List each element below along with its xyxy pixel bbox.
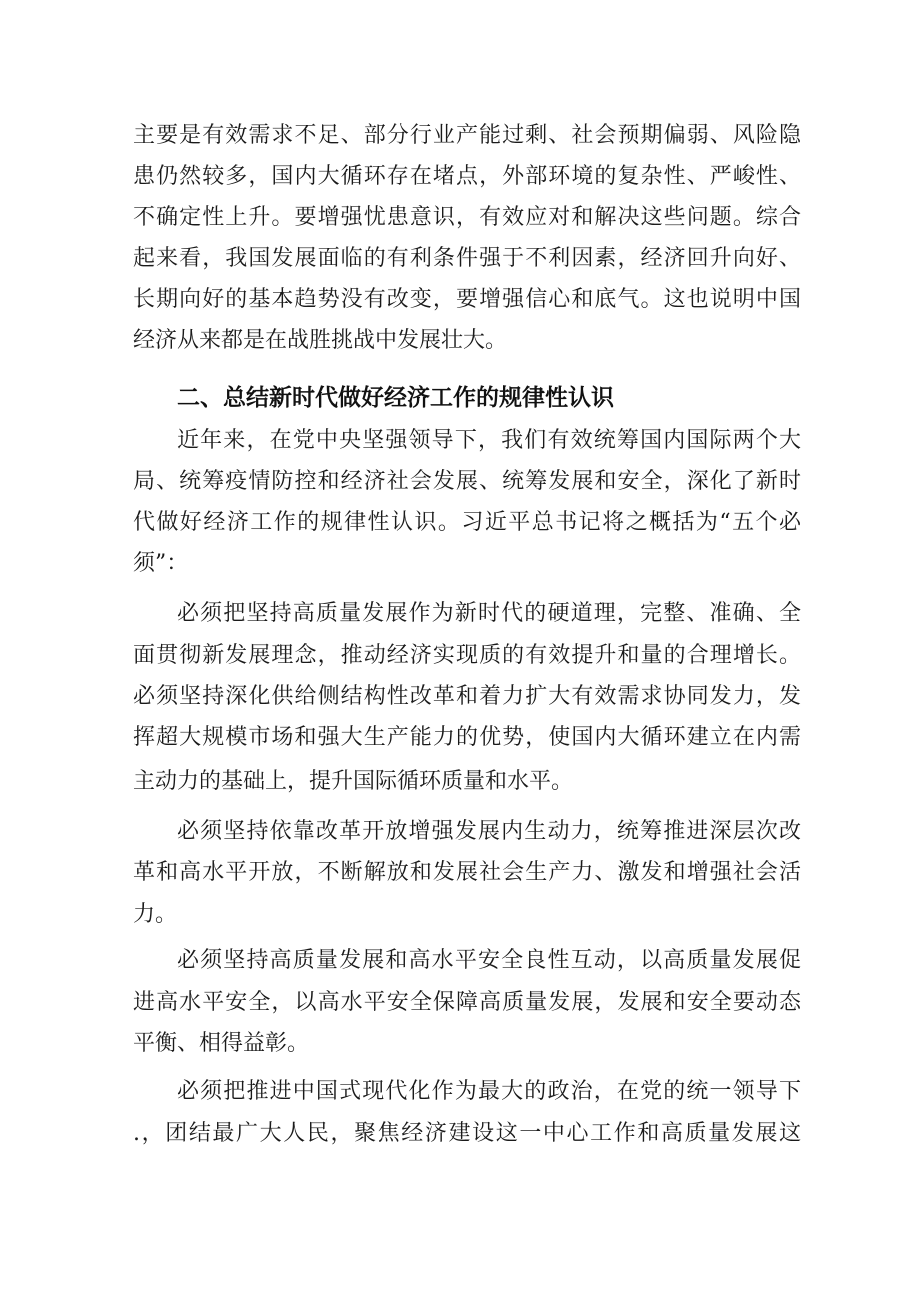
paragraph-line: 长期向好的基本趋势没有改变，要增强信心和底气。这也说明中国 <box>133 287 801 312</box>
paragraph-line: 进高水平安全，以高水平安全保障高质量发展，发展和安全要动态 <box>133 990 801 1015</box>
paragraph-line: 面贯彻新发展理念，推动经济实现质的有效提升和量的合理增长。 <box>133 643 801 668</box>
paragraph-line: 患仍然较多，国内大循环存在堵点，外部环境的复杂性、严峻性、 <box>133 164 801 189</box>
paragraph-line: 起来看，我国发展面临的有利条件强于不利因素，经济回升向好、 <box>133 246 801 271</box>
paragraph-line: 须”： <box>133 551 189 576</box>
paragraph-line: 挥超大规模市场和强大生产能力的优势，使国内大循环建立在内需 <box>133 725 801 750</box>
paragraph-line: 近年来，在党中央坚强领导下，我们有效统筹国内国际两个大 <box>177 428 801 453</box>
paragraph-line: 力。 <box>133 902 178 927</box>
paragraph-line: 局、统筹疫情防控和经济社会发展、统筹发展和安全，深化了新时 <box>133 469 801 494</box>
paragraph-line: 主动力的基础上，提升国际循环质量和水平。 <box>133 769 574 794</box>
paragraph-line: 必须坚持依靠改革开放增强发展内生动力，统筹推进深层次改 <box>177 819 801 844</box>
paragraph-line: 必须坚持高质量发展和高水平安全良性互动，以高质量发展促 <box>177 948 801 973</box>
paragraph-line: 主要是有效需求不足、部分行业产能过剩、社会预期偏弱、风险隐 <box>133 123 801 148</box>
paragraph-line: 经济从来都是在战胜挑战中发展壮大。 <box>133 328 508 353</box>
paragraph-line: 不确定性上升。要增强忧患意识，有效应对和解决这些问题。综合 <box>133 205 801 230</box>
paragraph-line: .，团结最广大人民，聚焦经济建设这一中心工作和高质量发展这 <box>133 1121 801 1146</box>
paragraph-line: 必须坚持深化供给侧结构性改革和着力扩大有效需求协同发力，发 <box>133 684 801 709</box>
section-heading: 二、总结新时代做好经济工作的规律性认识 <box>177 385 614 411</box>
paragraph-line: 革和高水平开放，不断解放和发展社会生产力、激发和增强社会活 <box>133 860 801 885</box>
paragraph-line: 代做好经济工作的规律性认识。习近平总书记将之概括为“五个必 <box>133 510 801 535</box>
paragraph-line: 平衡、相得益彰。 <box>133 1031 310 1056</box>
paragraph-line: 必须把坚持高质量发展作为新时代的硬道理，完整、准确、全 <box>177 601 801 626</box>
paragraph-line: 必须把推进中国式现代化作为最大的政治，在党的统一领导下 <box>177 1079 801 1104</box>
